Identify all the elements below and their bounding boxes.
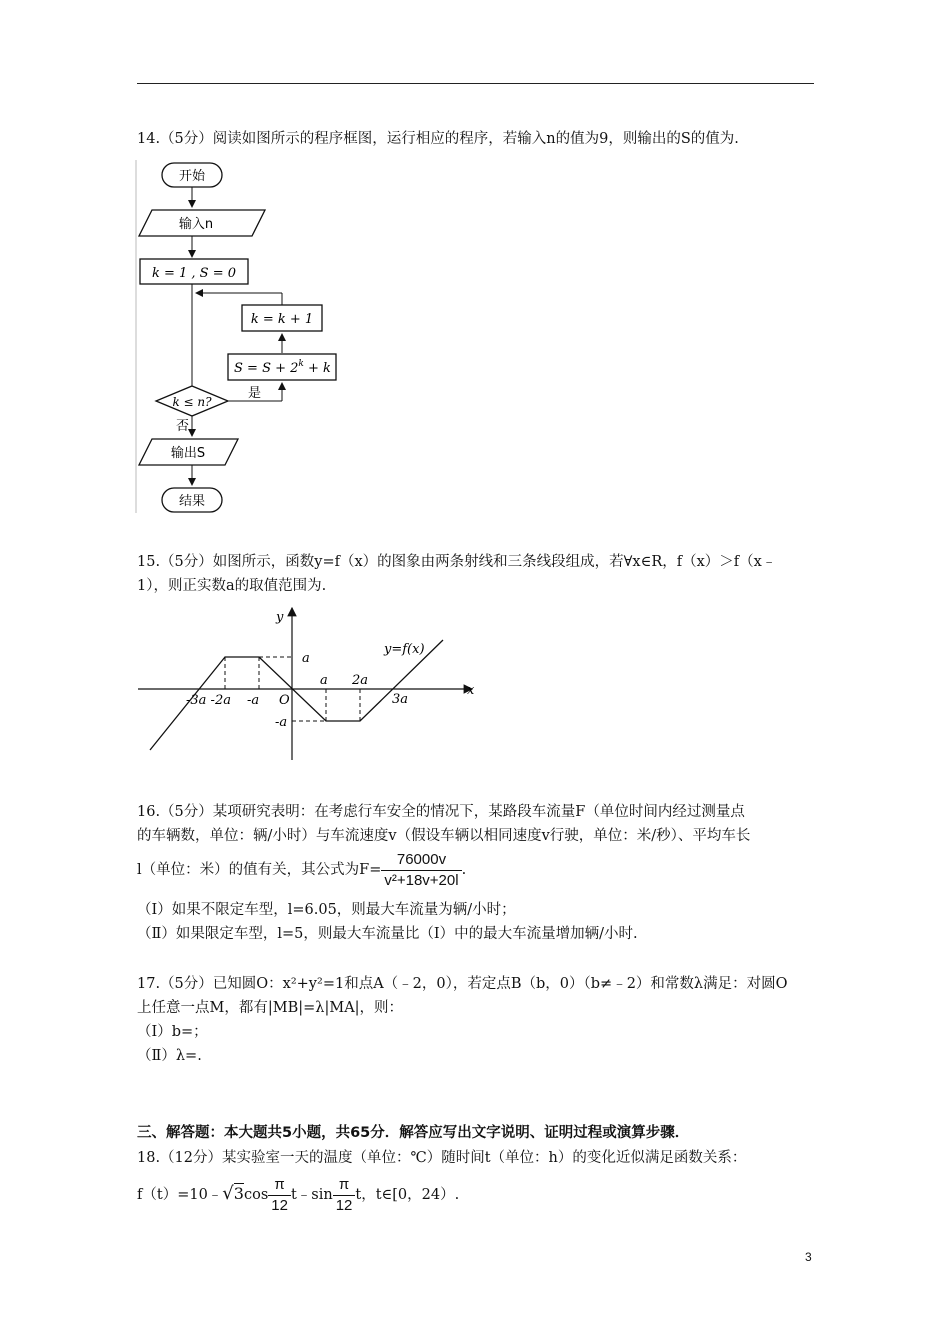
q16-fraction — [381, 850, 461, 891]
q16-denominator: v²+18v+20l — [384, 871, 459, 889]
q15-line2: 1），则正实数a的取值范围为. — [137, 578, 327, 594]
q18-formula — [137, 1170, 459, 1219]
q18-sqrt-value: 3 — [233, 1184, 244, 1203]
flow-no-label: 否 — [176, 419, 190, 434]
flow-end-text: 结果 — [178, 494, 206, 509]
q14-flowchart — [130, 155, 370, 520]
label-2a: 2a — [352, 673, 369, 688]
flow-decision-text: k ≤ n? — [172, 395, 212, 409]
q18-frac2-den: 12 — [335, 1196, 353, 1214]
label-neg-a-x: -a — [247, 693, 260, 708]
q16-part1: （Ⅰ）如果不限定车型，l=6.05，则最大车流量为辆/小时； — [137, 902, 516, 918]
flow-start-text: 开始 — [178, 169, 206, 184]
q18-frac1 — [268, 1175, 291, 1216]
x-axis-label: x — [467, 683, 475, 698]
q16-line3-b: . — [461, 862, 467, 878]
q17-line1: 17.（5分）已知圆O：x²+y²=1和点A（﹣2，0），若定点B（b，0）（b≠﹣2）和常数λ满足：对圆O — [137, 976, 788, 992]
q15-graph — [130, 600, 490, 765]
q15-line1: 15.（5分）如图所示，函数y=f（x）的图象由两条射线和三条线段组成，若∀x∈R，f（x）＞f（x﹣ — [137, 554, 777, 570]
function-label: y=f(x) — [384, 642, 425, 657]
label-a-x: a — [320, 673, 328, 688]
flow-input-text: 输入n — [178, 217, 214, 232]
q16-line2: 的车辆数，单位：辆/小时）与车流速度v（假设车辆以相同速度v行驶，单位：米/秒）、平均车长 — [137, 828, 751, 844]
q16-numerator: 76000v — [381, 850, 461, 871]
flow-init-text: k = 1 , S = 0 — [151, 266, 237, 281]
q18-t2: t，t∈[0，24）. — [355, 1187, 460, 1203]
q17-line2: 上任意一点M，都有|MB|=λ|MA|，则： — [137, 1000, 404, 1016]
header-rule — [137, 83, 814, 84]
q17-part1: （Ⅰ）b=； — [137, 1024, 208, 1040]
label-origin: O — [279, 693, 290, 708]
q17-part2: （Ⅱ）λ=. — [137, 1048, 202, 1064]
flow-sum-text: $S = S + 2^k + k$ — [234, 359, 331, 376]
q16-line1: 16.（5分）某项研究表明：在考虑行车安全的情况下，某路段车流量F（单位时间内经过测量点 — [137, 804, 745, 820]
label-3a: 3a — [392, 692, 409, 707]
label-neg-3a-2a: -3a -2a — [186, 693, 231, 708]
q16-line3-a: l（单位：米）的值有关，其公式为F= — [137, 862, 382, 878]
q16-part2: （Ⅱ）如果限定车型，l=5，则最大车流量比（Ⅰ）中的最大车流量增加辆/小时. — [137, 926, 638, 942]
q18-sqrt-sign: √ — [222, 1183, 234, 1204]
q18-frac2-num: π — [333, 1175, 356, 1196]
q18-line1: 18.（12分）某实验室一天的温度（单位：℃）随时间t（单位：h）的变化近似满足函数关系： — [137, 1150, 747, 1166]
q18-cos: cos — [243, 1187, 269, 1203]
flow-inc-text: k = k + 1 — [250, 312, 314, 327]
flow-yes-label: 是 — [248, 386, 262, 401]
q14-text: 14.（5分）阅读如图所示的程序框图，运行相应的程序，若输入n的值为9，则输出的S的值为. — [137, 131, 739, 147]
label-neg-a: -a — [275, 715, 288, 730]
section3-heading: 三、解答题：本大题共5小题，共65分．解答应写出文字说明、证明过程或演算步骤． — [137, 1125, 690, 1141]
q18-frac1-den: 12 — [271, 1196, 288, 1214]
q16-line3 — [137, 848, 466, 892]
q18-frac1-num: π — [268, 1175, 291, 1196]
flow-output-text: 输出S — [170, 446, 206, 461]
q18-t1: t﹣sin — [290, 1187, 333, 1203]
q18-f: f（t）=10﹣ — [137, 1187, 223, 1203]
label-a: a — [302, 651, 310, 666]
y-axis-label: y — [276, 610, 284, 625]
q18-frac2 — [333, 1175, 356, 1216]
page-number: 3 — [805, 1250, 812, 1264]
